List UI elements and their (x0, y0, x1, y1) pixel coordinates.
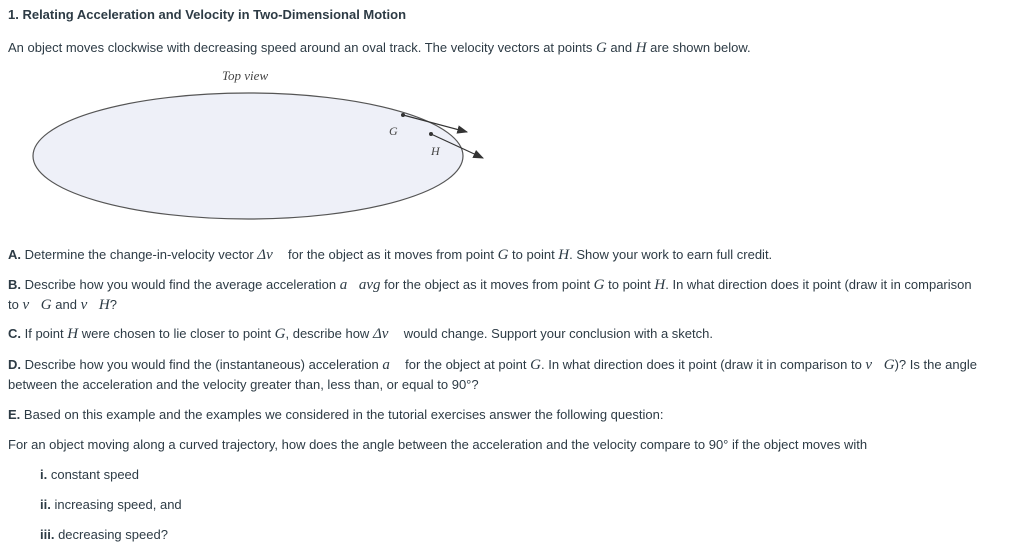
subitem-number: iii. (40, 527, 55, 542)
delta-v-symbol: Δv⃗ (372, 326, 401, 342)
question-text: to point (508, 247, 559, 262)
question-text: , describe how (285, 326, 373, 341)
v-g-symbol: v⃗G (22, 297, 52, 313)
point-h-symbol: H (654, 277, 666, 293)
point-h-symbol: H (67, 326, 79, 342)
point-g-symbol: G (497, 247, 509, 263)
point-g-dot (401, 113, 405, 117)
prompt-text: For an object moving along a curved trajectory, how does the angle between the acceleration and the velocity compare to 90° if the object moves with (8, 437, 868, 452)
question-d (8, 357, 977, 374)
question-title: 1. Relating Acceleration and Velocity in Two-Dimensional Motion (8, 7, 407, 22)
delta-v-symbol: Δv⃗ (257, 247, 285, 263)
question-text: were chosen to lie closer to point (78, 326, 275, 341)
figure-caption: Top view (222, 68, 269, 83)
question-text: to (8, 297, 23, 312)
point-g-symbol: G (595, 40, 607, 56)
intro-part: are shown below. (646, 40, 751, 55)
point-g-symbol: G (274, 326, 286, 342)
point-h-dot (429, 132, 433, 136)
a-symbol: a⃗ (382, 357, 402, 373)
question-text: Describe how you would find the (instantaneous) acceleration (21, 357, 383, 372)
point-g-symbol: G (530, 357, 541, 373)
subitem-number: ii. (40, 497, 51, 512)
question-text: for the object at point (401, 357, 531, 372)
point-g-symbol: G (593, 277, 605, 293)
point-g-label: G (389, 124, 398, 138)
question-text: and (51, 297, 81, 312)
question-letter: A. (8, 247, 21, 262)
question-e (8, 407, 663, 422)
question-d-line2: between the acceleration and the velocity greater than, less than, or equal to 90°? (8, 377, 479, 392)
subitem-text: constant speed (47, 467, 140, 482)
a-avg-symbol: a⃗avg (339, 277, 381, 293)
subitem-text: decreasing speed? (54, 527, 168, 542)
point-h-label: H (431, 144, 440, 158)
question-text: Describe how you would find the average acceleration (21, 277, 340, 292)
subitem-constant-speed (40, 467, 139, 482)
question-text: to point (604, 277, 655, 292)
subitem-decreasing-speed (40, 527, 168, 542)
question-text: . In what direction does it point (draw it in comparison to (540, 357, 866, 372)
subitem-increasing-speed (40, 497, 182, 512)
question-text: for the object as it moves from point (380, 277, 594, 292)
question-letter: D. (8, 357, 21, 372)
question-c (8, 326, 713, 343)
question-letter: C. (8, 326, 21, 341)
question-b-line2 (8, 297, 117, 314)
intro-part: An object moves clockwise with decreasing speed around an oval track. The velocity vectors at points (8, 40, 596, 55)
question-text: Determine the change-in-velocity vector (21, 247, 258, 262)
question-text: If point (21, 326, 68, 341)
oval-track (33, 93, 463, 219)
question-text: Based on this example and the examples we considered in the tutorial exercises answer the following question: (20, 407, 664, 422)
question-b (8, 277, 972, 294)
point-h-symbol: H (558, 247, 570, 263)
v-g-symbol: v⃗G (865, 357, 895, 373)
question-text: would change. Support your conclusion with a sketch. (400, 326, 713, 341)
question-a (8, 247, 772, 264)
point-h-symbol: H (635, 40, 647, 56)
v-h-symbol: v⃗H (80, 297, 110, 313)
question-text: . In what direction does it point (draw it in comparison (665, 277, 972, 292)
intro-text (8, 40, 751, 57)
subitem-text: increasing speed, and (50, 497, 182, 512)
question-text: . Show your work to earn full credit. (569, 247, 773, 262)
question-text: )? Is the angle (894, 357, 977, 372)
question-letter: B. (8, 277, 21, 292)
subitem-number: i. (40, 467, 48, 482)
intro-part: and (606, 40, 636, 55)
question-letter: E. (8, 407, 21, 422)
question-text: for the object as it moves from point (284, 247, 498, 262)
question-text: ? (109, 297, 117, 312)
oval-track-figure (0, 85, 520, 235)
